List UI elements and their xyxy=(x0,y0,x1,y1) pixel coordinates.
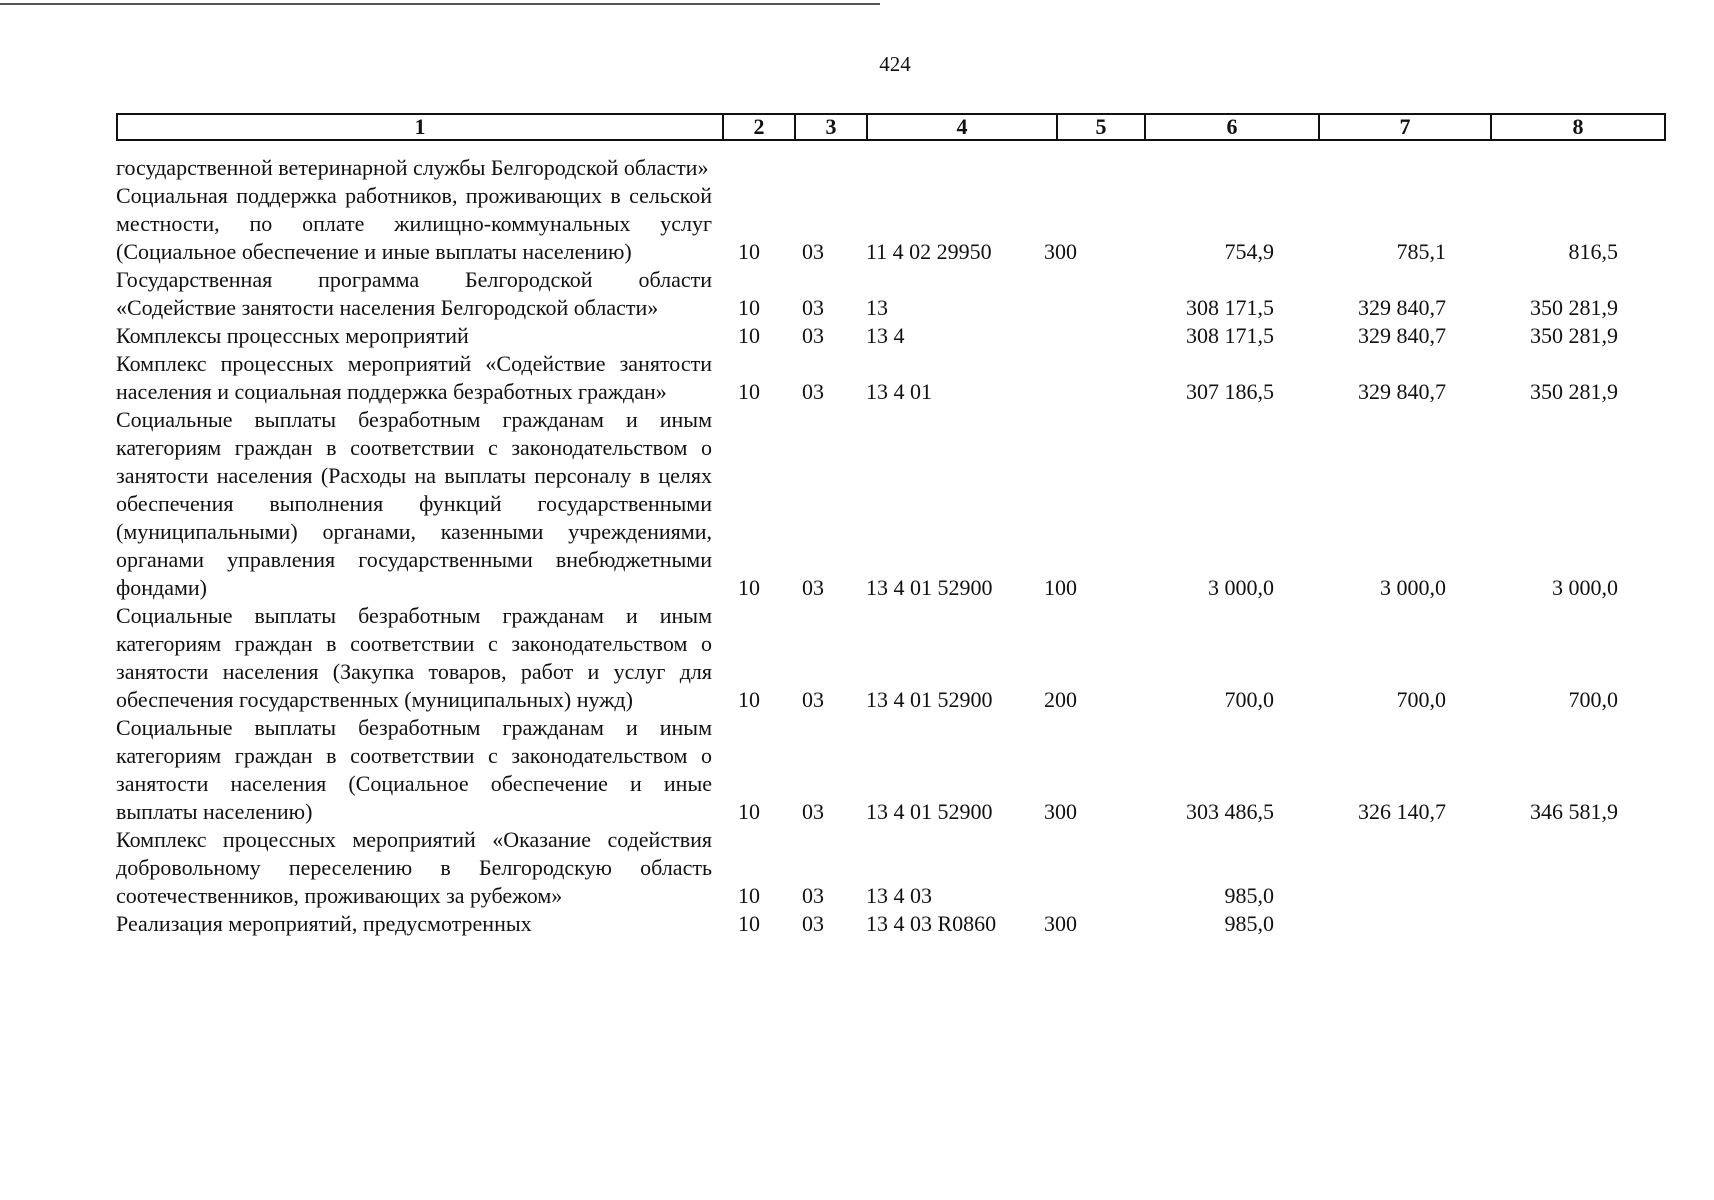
table-row xyxy=(116,826,1661,910)
row-subsection: 03 xyxy=(802,239,824,264)
row-amount-col6: 985,0 xyxy=(1224,883,1274,908)
row-target-code: 13 xyxy=(866,295,888,320)
budget-table-body xyxy=(116,154,1661,938)
row-amount-col7: 700,0 xyxy=(1396,687,1446,712)
row-target-code: 13 4 01 xyxy=(866,379,932,404)
row-amount-col7: 329 840,7 xyxy=(1358,323,1446,348)
row-subsection: 03 xyxy=(802,687,824,712)
table-row xyxy=(116,406,1661,602)
row-amount-col6: 307 186,5 xyxy=(1186,379,1274,404)
row-description: Комплексы процессных мероприятий xyxy=(116,323,469,348)
header-col-7: 7 xyxy=(1319,114,1491,140)
row-subsection: 03 xyxy=(802,911,824,936)
row-subsection: 03 xyxy=(802,295,824,320)
row-section: 10 xyxy=(738,239,760,264)
row-target-code: 13 4 01 52900 xyxy=(866,799,993,824)
row-amount-col8: 350 281,9 xyxy=(1530,323,1618,348)
scan-edge-line xyxy=(0,3,880,5)
table-row xyxy=(116,322,1661,350)
row-description: Комплекс процессных мероприятий «Содействие занятости населения и социальная поддержка безработных граждан» xyxy=(116,351,712,404)
table-row xyxy=(116,910,1661,938)
row-target-code: 13 4 xyxy=(866,323,905,348)
row-amount-col8: 700,0 xyxy=(1568,687,1618,712)
row-amount-col7: 329 840,7 xyxy=(1358,295,1446,320)
row-description: Комплекс процессных мероприятий «Оказание содействия добровольному переселению в Белгородскую область соотечественников, проживающих за рубежом» xyxy=(116,827,712,908)
row-description: Реализация мероприятий, предусмотренных xyxy=(116,911,532,936)
row-target-code: 13 4 01 52900 xyxy=(866,687,993,712)
row-amount-col7: 329 840,7 xyxy=(1358,379,1446,404)
row-expense-type: 300 xyxy=(1044,799,1077,824)
row-expense-type: 300 xyxy=(1044,911,1077,936)
page-number: 424 xyxy=(879,52,911,76)
header-col-8: 8 xyxy=(1491,114,1665,140)
row-section: 10 xyxy=(738,799,760,824)
table-row xyxy=(116,602,1661,714)
column-header-table xyxy=(116,113,1666,141)
row-amount-col6: 303 486,5 xyxy=(1186,799,1274,824)
row-section: 10 xyxy=(738,883,760,908)
row-amount-col8: 3 000,0 xyxy=(1552,575,1618,600)
header-col-3: 3 xyxy=(795,114,867,140)
row-amount-col6: 754,9 xyxy=(1224,239,1274,264)
row-description: Социальные выплаты безработным гражданам и иным категориям граждан в соответствии с законодательством о занятости населения (Расходы на выплаты персоналу в целях обеспечения выполнения функций государственными (муниципальными) органами, казенными учреждениями, органами управления государственными внебюджетными фондами) xyxy=(116,407,712,600)
header-row xyxy=(117,114,1665,140)
row-amount-col6: 985,0 xyxy=(1224,911,1274,936)
row-description: Государственная программа Белгородской области «Содействие занятости населения Белгородской области» xyxy=(116,267,712,320)
row-expense-type: 300 xyxy=(1044,239,1077,264)
header-col-2: 2 xyxy=(723,114,795,140)
row-section: 10 xyxy=(738,575,760,600)
row-amount-col8: 350 281,9 xyxy=(1530,379,1618,404)
table-row xyxy=(116,182,1661,266)
table-row xyxy=(116,266,1661,322)
row-section: 10 xyxy=(738,379,760,404)
row-section: 10 xyxy=(738,687,760,712)
row-section: 10 xyxy=(738,323,760,348)
row-target-code: 13 4 03 R0860 xyxy=(866,911,997,936)
row-amount-col6: 308 171,5 xyxy=(1186,323,1274,348)
row-amount-col6: 3 000,0 xyxy=(1208,575,1274,600)
table-row xyxy=(116,350,1661,406)
header-col-1: 1 xyxy=(117,114,723,140)
row-amount-col8: 350 281,9 xyxy=(1530,295,1618,320)
row-section: 10 xyxy=(738,295,760,320)
row-description: Социальные выплаты безработным гражданам и иным категориям граждан в соответствии с законодательством о занятости населения (Социальное обеспечение и иные выплаты населению) xyxy=(116,715,712,824)
table-row xyxy=(116,714,1661,826)
row-expense-type: 100 xyxy=(1044,575,1077,600)
row-subsection: 03 xyxy=(802,379,824,404)
header-col-4: 4 xyxy=(867,114,1057,140)
row-amount-col7: 785,1 xyxy=(1396,239,1446,264)
header-col-5: 5 xyxy=(1057,114,1145,140)
row-description: государственной ветеринарной службы Белгородской области» xyxy=(116,155,709,180)
row-subsection: 03 xyxy=(802,883,824,908)
table-row xyxy=(116,154,1661,182)
row-amount-col7: 3 000,0 xyxy=(1380,575,1446,600)
row-description: Социальные выплаты безработным гражданам и иным категориям граждан в соответствии с законодательством о занятости населения (Закупка товаров, работ и услуг для обеспечения государственных (муниципальных) нужд) xyxy=(116,603,712,712)
row-target-code: 13 4 03 xyxy=(866,883,932,908)
row-target-code: 13 4 01 52900 xyxy=(866,575,993,600)
row-amount-col7: 326 140,7 xyxy=(1358,799,1446,824)
header-col-6: 6 xyxy=(1145,114,1319,140)
row-subsection: 03 xyxy=(802,575,824,600)
row-amount-col8: 816,5 xyxy=(1568,239,1618,264)
row-target-code: 11 4 02 29950 xyxy=(866,239,992,264)
row-subsection: 03 xyxy=(802,799,824,824)
row-description: Социальная поддержка работников, проживающих в сельской местности, по оплате жилищно-коммунальных услуг (Социальное обеспечение и иные выплаты населению) xyxy=(116,183,712,264)
row-amount-col8: 346 581,9 xyxy=(1530,799,1618,824)
row-expense-type: 200 xyxy=(1044,687,1077,712)
row-amount-col6: 308 171,5 xyxy=(1186,295,1274,320)
row-section: 10 xyxy=(738,911,760,936)
row-amount-col6: 700,0 xyxy=(1224,687,1274,712)
row-subsection: 03 xyxy=(802,323,824,348)
